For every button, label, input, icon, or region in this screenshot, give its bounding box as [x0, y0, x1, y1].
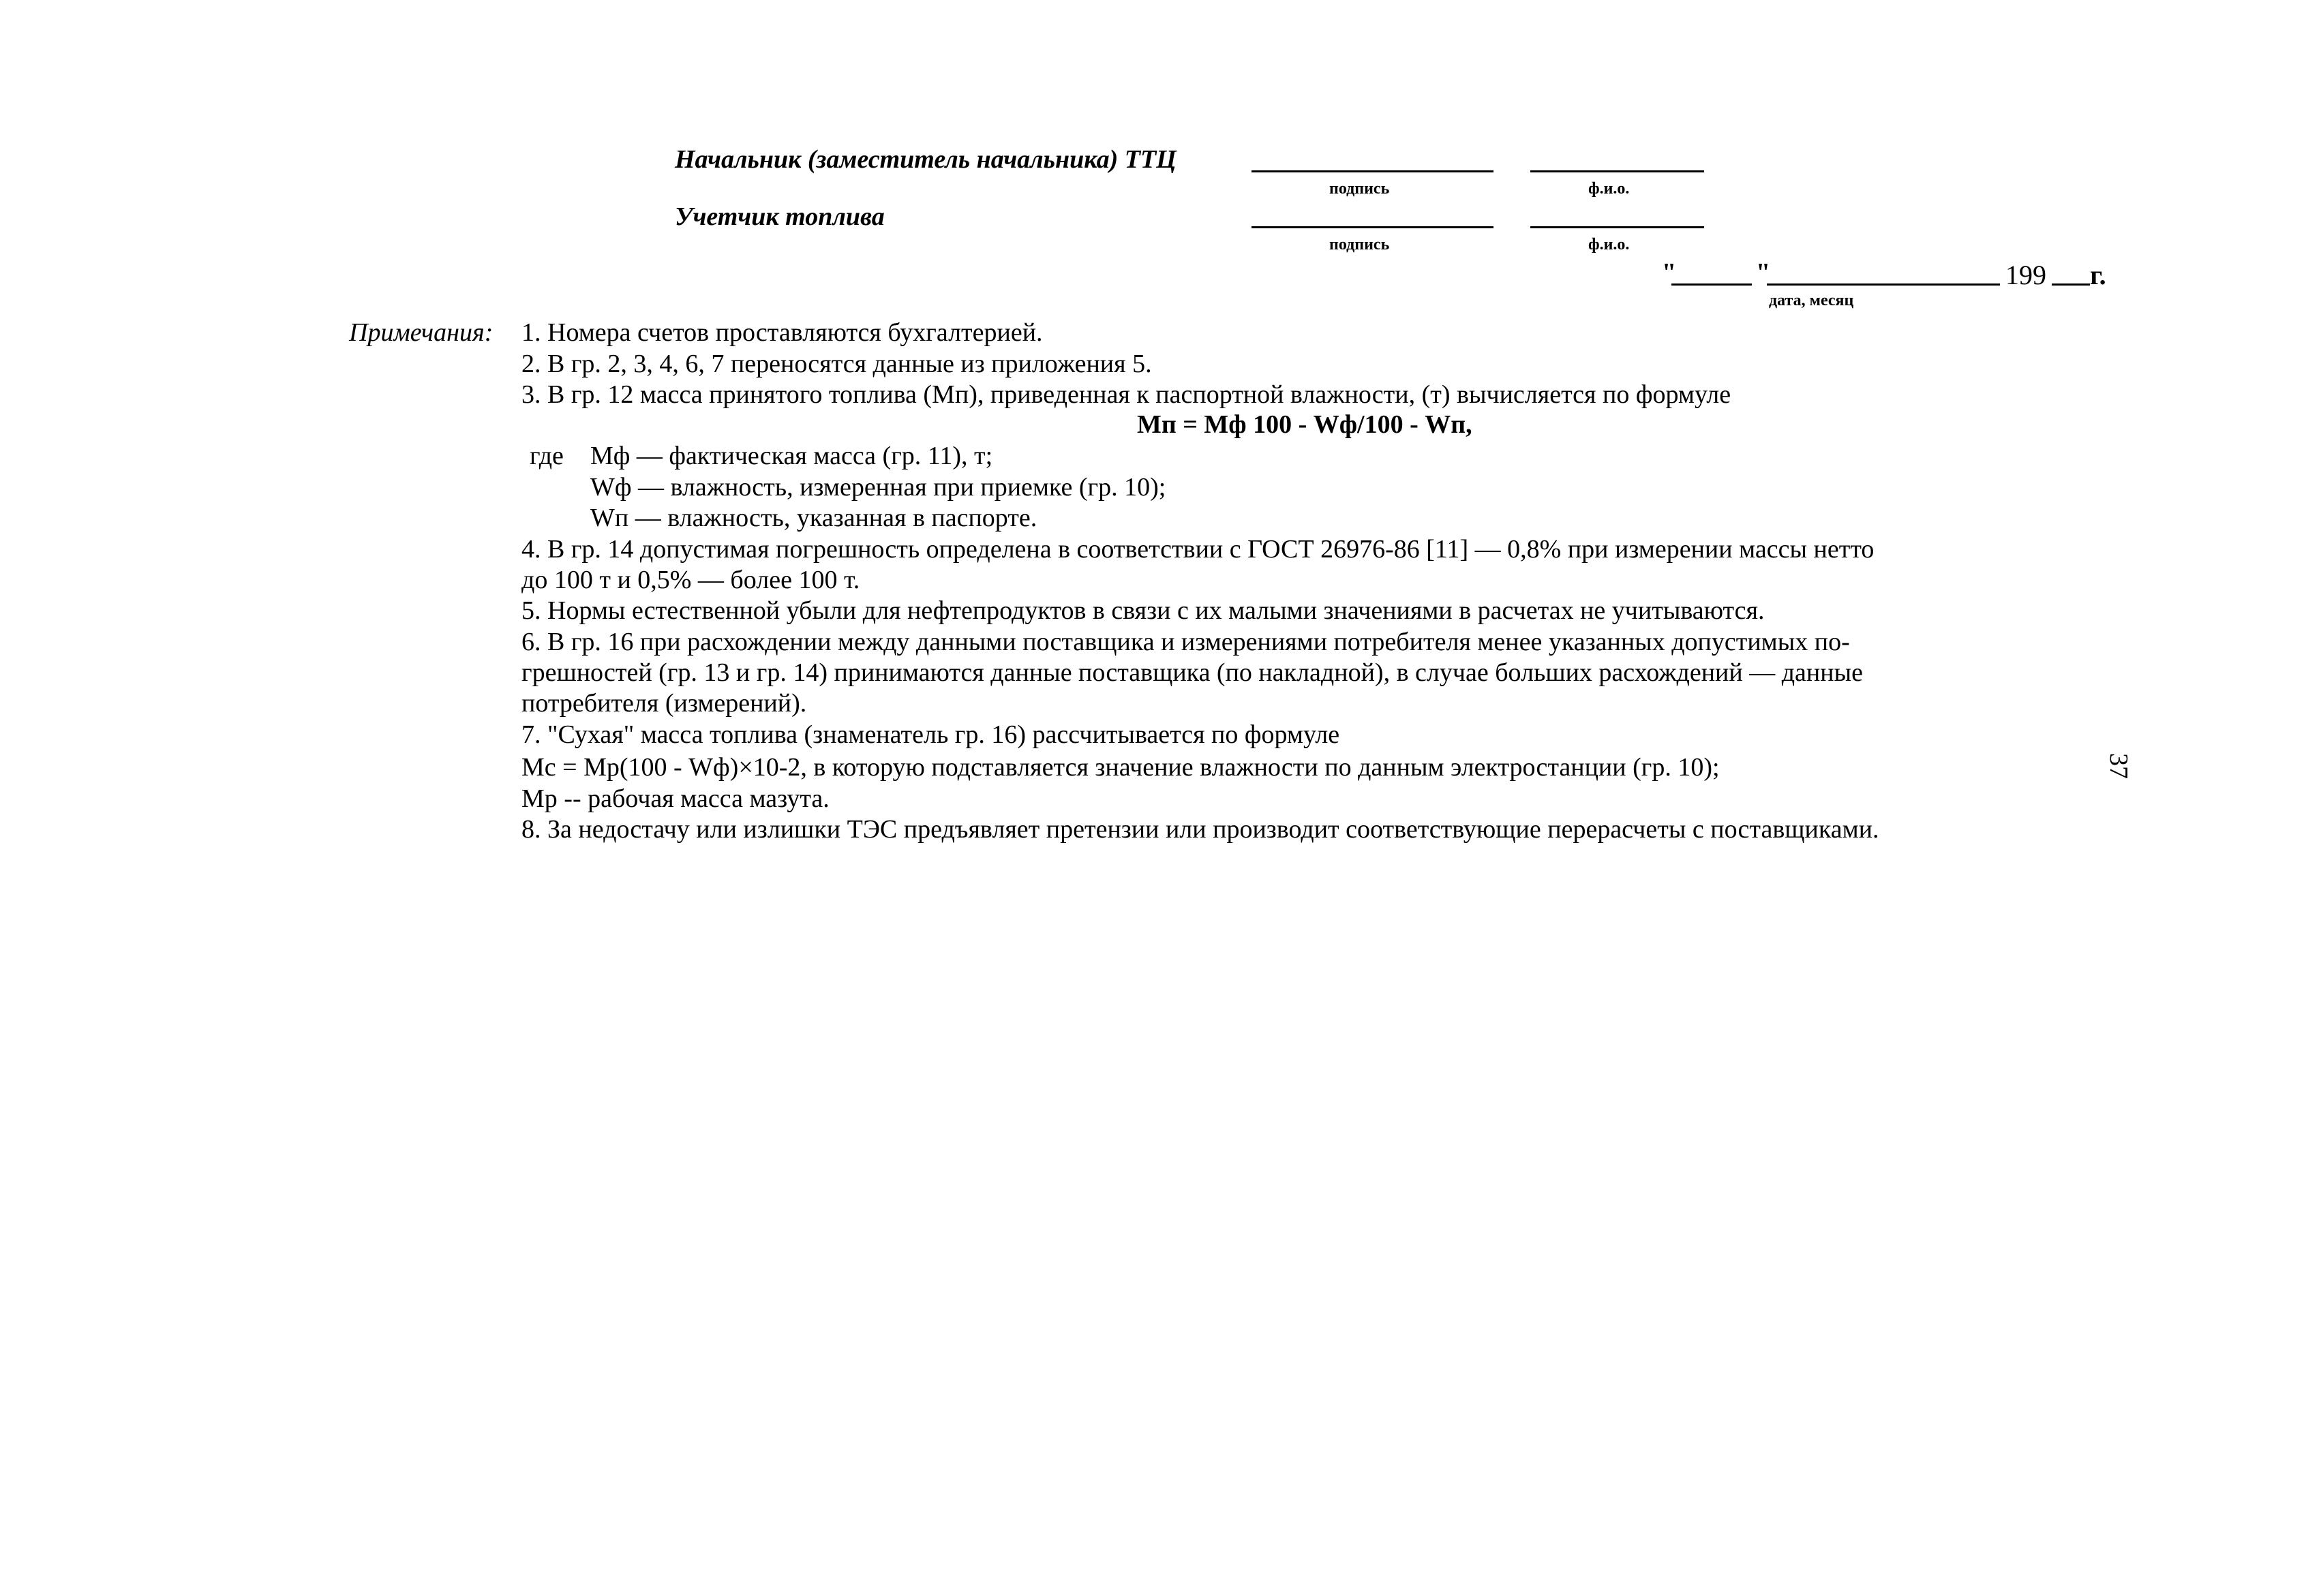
page-number: 37 — [2104, 753, 2133, 779]
note-def-wf: Wф — влажность, измеренная при приемке (гр. 10); — [590, 473, 1166, 502]
date-caption: дата, месяц — [1769, 292, 1854, 309]
date-year-prefix: 199 — [2005, 260, 2046, 290]
note-item-6-line-3: потребителя (измерений). — [521, 689, 807, 718]
note-def-wp: Wп — влажность, указанная в паспорте. — [590, 504, 1037, 532]
accountant-signature-label: Учетчик топлива — [675, 202, 885, 231]
note-item-1: 1. Номера счетов проставляются бухгалтерией. — [521, 318, 1043, 347]
note-item-2: 2. В гр. 2, 3, 4, 6, 7 переносятся данные из приложения 5. — [521, 350, 1152, 378]
note-item-4-line-1: 4. В гр. 14 допустимая погрешность определена в соответствии с ГОСТ 26976-86 [11] — 0,8% при измерении массы нетто — [521, 535, 1875, 564]
note-item-6-line-1: 6. В гр. 16 при расхождении между данными поставщика и измерениями потребителя менее указанных допустимых по- — [521, 628, 1850, 656]
head-signature-caption: подпись — [1329, 180, 1390, 198]
date-quote-close: " — [1756, 258, 1771, 287]
note-def-mp: Мр -- рабочая масса мазута. — [521, 784, 830, 813]
accountant-name-caption: ф.и.о. — [1588, 236, 1630, 254]
date-year-suffix: г. — [2090, 260, 2106, 290]
note-item-7: 7. "Сухая" масса топлива (знаменатель гр. 16) рассчитывается по формуле — [521, 720, 1340, 749]
note-item-4-line-2: до 100 т и 0,5% — более 100 т. — [521, 566, 860, 594]
date-quote-open: " — [1662, 258, 1677, 287]
note-formula-3: Мп = Мф 100 - Wф/100 - Wп, — [1137, 410, 1472, 439]
head-signature-label: Начальник (заместитель начальника) ТТЦ — [675, 145, 1177, 174]
head-name-caption: ф.и.о. — [1588, 180, 1630, 198]
note-where-label: где — [530, 442, 564, 470]
note-item-5: 5. Нормы естественной убыли для нефтепродуктов в связи с их малыми значениями в расчетах не учитываются. — [521, 596, 1765, 625]
head-signature-line — [1251, 170, 1493, 172]
date-day-line — [1671, 283, 1752, 286]
note-item-3: 3. В гр. 12 масса принятого топлива (Мп), приведенная к паспортной влажности, (т) вычисляется по формуле — [521, 380, 1731, 409]
accountant-name-line — [1530, 226, 1704, 228]
accountant-signature-line — [1251, 226, 1493, 228]
date-year-line — [2052, 283, 2090, 286]
note-item-6-line-2: грешностей (гр. 13 и гр. 14) принимаются данные поставщика (по накладной), в случае больших расхождений — данные — [521, 658, 1863, 687]
note-formula-7: Мс = Мр(100 - Wф)×10-2, в которую подставляется значение влажности по данным электростанции (гр. 10); — [521, 753, 1720, 782]
note-item-8: 8. За недостачу или излишки ТЭС предъявляет претензии или производит соответствующие перерасчеты с поставщиками. — [521, 815, 1879, 844]
notes-heading: Примечания: — [349, 318, 494, 347]
head-name-line — [1530, 170, 1704, 172]
accountant-signature-caption: подпись — [1329, 236, 1390, 254]
note-def-mf: Мф — фактическая масса (гр. 11), т; — [590, 442, 993, 470]
date-month-line — [1767, 283, 2000, 286]
